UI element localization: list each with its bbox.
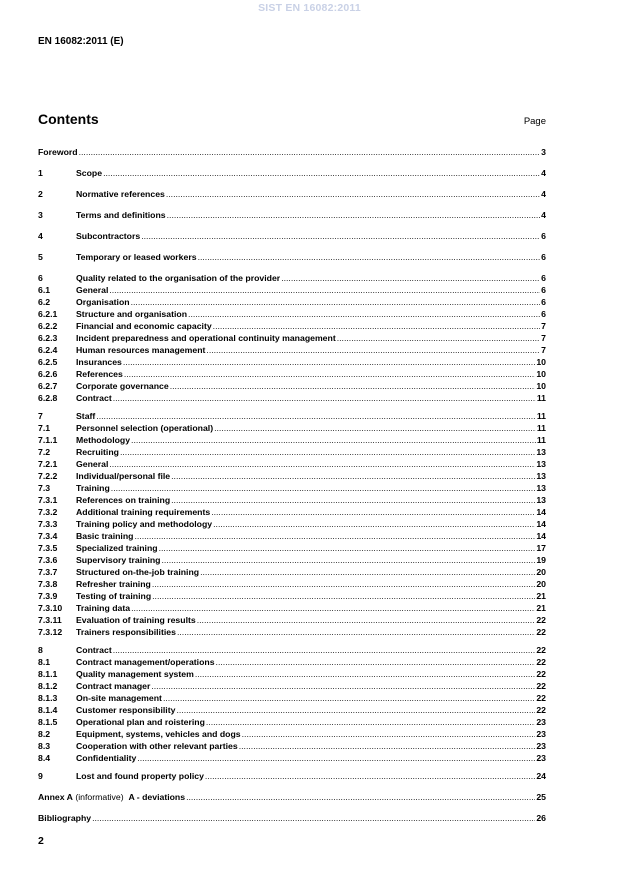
toc-entry[interactable] [38, 380, 546, 392]
toc-entry-number: 7.3.9 [38, 591, 58, 601]
toc-entry-page: 21 [536, 603, 546, 613]
toc-entry-title: Confidentiality [76, 753, 137, 763]
toc-entry-page: 14 [536, 531, 546, 541]
toc-entry-title: Specialized training [76, 543, 158, 553]
dot-leader [177, 626, 535, 638]
dot-leader [205, 770, 535, 782]
toc-entry-page: 6 [541, 231, 546, 241]
toc-entry-title: Contract manager [76, 681, 151, 691]
dot-leader [206, 344, 540, 356]
toc-entry-number: 6.2.5 [38, 357, 58, 367]
toc-entry[interactable] [38, 494, 546, 506]
toc-entry[interactable] [38, 680, 546, 692]
toc-entry-number: 5 [38, 252, 43, 262]
toc-entry-page: 3 [541, 147, 546, 157]
toc-entry-title: Evaluation of training results [76, 615, 196, 625]
toc-entry-page: 6 [541, 297, 546, 307]
toc-entry-number: 7.3.8 [38, 579, 58, 589]
toc-entry-page: 6 [541, 285, 546, 295]
toc-entry-title: Foreword [38, 147, 78, 157]
toc-entry[interactable] [38, 482, 546, 494]
toc-entry-title: Testing of training [76, 591, 152, 601]
dot-leader [137, 752, 535, 764]
toc-entry[interactable] [38, 446, 546, 458]
toc-entry-title: Customer responsibility [76, 705, 176, 715]
dot-leader [198, 251, 541, 263]
toc-entry-title: Refresher training [76, 579, 151, 589]
toc-entry-number: 6.2.1 [38, 309, 58, 319]
toc-entry-page: 24 [536, 771, 546, 781]
toc-entry-title: Basic training [76, 531, 134, 541]
toc-entry-number: 7.3.5 [38, 543, 58, 553]
toc-entry-page: 6 [541, 273, 546, 283]
toc-entry-page: 6 [541, 309, 546, 319]
toc-entry[interactable] [38, 752, 546, 764]
toc-entry[interactable] [38, 626, 546, 638]
toc-entry[interactable] [38, 554, 546, 566]
toc-entry-page: 7 [541, 333, 546, 343]
toc-entry-title: Trainers responsibilities [76, 627, 176, 637]
dot-leader [111, 482, 536, 494]
dot-leader [79, 146, 541, 158]
toc-entry-number: 6.1 [38, 285, 51, 295]
table-of-contents [38, 146, 546, 824]
toc-entry[interactable] [38, 188, 546, 200]
dot-leader [206, 716, 535, 728]
toc-entry-title: Contract management/operations [76, 657, 215, 667]
dot-leader [159, 542, 536, 554]
toc-entry-number: 8.1.4 [38, 705, 58, 715]
toc-entry-page: 10 [536, 357, 546, 367]
toc-entry[interactable] [38, 167, 546, 179]
toc-entry-number: 7.2.2 [38, 471, 58, 481]
dot-leader [152, 590, 535, 602]
dot-leader [103, 167, 540, 179]
toc-entry[interactable] [38, 434, 546, 446]
toc-entry-page: 23 [536, 753, 546, 763]
toc-entry-number: 7.3.12 [38, 627, 63, 637]
toc-entry-page: 22 [536, 615, 546, 625]
dot-leader [134, 530, 535, 542]
toc-entry-page: 22 [536, 657, 546, 667]
dot-leader [166, 188, 540, 200]
dot-leader [131, 434, 536, 446]
toc-entry-title: Financial and economic capacity [76, 321, 212, 331]
toc-entry-number: 6.2.2 [38, 321, 58, 331]
toc-entry-page: 4 [541, 210, 546, 220]
toc-entry-page: 7 [541, 321, 546, 331]
toc-entry-page: 22 [536, 693, 546, 703]
toc-entry-page: 23 [536, 729, 546, 739]
toc-entry-number: 6 [38, 273, 43, 283]
toc-entry[interactable] [38, 308, 546, 320]
dot-leader [176, 704, 535, 716]
toc-entry-page: 10 [536, 369, 546, 379]
page-column-label: Page [523, 116, 546, 127]
toc-entry[interactable] [38, 770, 546, 782]
toc-entry[interactable] [38, 332, 546, 344]
toc-entry-title: Training policy and methodology [76, 519, 213, 529]
toc-entry-number: 7.3.10 [38, 603, 63, 613]
toc-entry-title: Recruiting [76, 447, 119, 457]
toc-entry[interactable] [38, 272, 546, 284]
toc-entry-page: 11 [536, 411, 546, 421]
toc-entry-title: Terms and definitions [76, 210, 166, 220]
toc-entry-number: 7.3 [38, 483, 51, 493]
toc-entry-page: 23 [536, 741, 546, 751]
toc-entry-page: 4 [541, 168, 546, 178]
dot-leader [170, 380, 536, 392]
toc-entry-title: On-site management [76, 693, 162, 703]
toc-entry-title: Lost and found property policy [76, 771, 204, 781]
toc-entry-page: 22 [536, 705, 546, 715]
toc-entry[interactable] [38, 590, 546, 602]
toc-entry[interactable] [38, 251, 546, 263]
dot-leader [337, 332, 540, 344]
toc-entry-page: 26 [536, 813, 546, 823]
toc-entry-number: 8.1 [38, 657, 51, 667]
toc-entry[interactable] [38, 704, 546, 716]
toc-entry[interactable] [38, 422, 546, 434]
toc-entry-title: Incident preparedness and operational continuity management [76, 333, 336, 343]
toc-entry-title: Bibliography [38, 813, 92, 823]
toc-entry-page: 23 [536, 717, 546, 727]
toc-entry-number: 7 [38, 411, 43, 421]
toc-entry-page: 11 [536, 393, 546, 403]
toc-entry-page: 13 [536, 495, 546, 505]
toc-entry-number: 7.3.1 [38, 495, 58, 505]
contents-heading: Contents [38, 111, 99, 127]
toc-entry-title: Training [76, 483, 110, 493]
toc-entry[interactable] [38, 566, 546, 578]
watermark: SIST EN 16082:2011 [258, 2, 361, 14]
dot-leader [109, 284, 540, 296]
toc-entry-number: 7.3.4 [38, 531, 58, 541]
toc-entry-title: Supervisory training [76, 555, 161, 565]
toc-entry-page: 17 [536, 543, 546, 553]
toc-entry-number: 8.3 [38, 741, 51, 751]
toc-entry-page: 6 [541, 252, 546, 262]
toc-entry[interactable] [38, 410, 546, 422]
toc-entry-number: 6.2.4 [38, 345, 58, 355]
toc-entry-title: Operational plan and roistering [76, 717, 205, 727]
page-number: 2 [38, 835, 44, 847]
toc-entry[interactable] [38, 614, 546, 626]
toc-entry-number: 6.2.7 [38, 381, 58, 391]
toc-entry-title: Insurances [76, 357, 122, 367]
toc-entry-number: 7.3.3 [38, 519, 58, 529]
dot-leader [113, 392, 536, 404]
toc-entry-number: 6.2 [38, 297, 51, 307]
toc-entry-title: General [76, 459, 109, 469]
toc-entry-number: 7.1 [38, 423, 51, 433]
toc-entry-page: 11 [536, 423, 546, 433]
dot-leader [161, 554, 535, 566]
toc-entry-page: 13 [536, 471, 546, 481]
dot-leader [214, 422, 536, 434]
toc-entry-page: 20 [536, 579, 546, 589]
dot-leader [171, 470, 535, 482]
toc-entry-title: Additional training requirements [76, 507, 211, 517]
dot-leader [124, 368, 535, 380]
toc-entry[interactable] [38, 458, 546, 470]
toc-entry-number: 7.3.7 [38, 567, 58, 577]
toc-entry-page: 21 [536, 591, 546, 601]
toc-entry-title: Individual/personal file [76, 471, 171, 481]
toc-entry[interactable] [38, 530, 546, 542]
toc-entry-number: 4 [38, 231, 43, 241]
toc-entry-page: 22 [536, 669, 546, 679]
dot-leader [213, 320, 540, 332]
toc-entry-page: 14 [536, 519, 546, 529]
toc-entry-title: Training data [76, 603, 131, 613]
document-id: EN 16082:2011 (E) [38, 36, 124, 47]
toc-entry-page: 22 [536, 627, 546, 637]
toc-entry[interactable] [38, 812, 546, 824]
dot-leader [92, 812, 535, 824]
toc-entry-number: 7.2.1 [38, 459, 58, 469]
toc-entry-page: 22 [536, 645, 546, 655]
dot-leader [113, 644, 536, 656]
toc-entry-title: Cooperation with other relevant parties [76, 741, 238, 751]
toc-entry[interactable] [38, 644, 546, 656]
toc-entry[interactable] [38, 518, 546, 530]
toc-entry-page: 20 [536, 567, 546, 577]
toc-entry-page: 19 [536, 555, 546, 565]
toc-entry-page: 11 [536, 435, 546, 445]
toc-entry-title: Quality management system [76, 669, 194, 679]
toc-entry-number: 8.1.2 [38, 681, 58, 691]
toc-entry-title: Organisation [76, 297, 130, 307]
toc-entry-number: 8.1.1 [38, 669, 58, 679]
toc-entry-number: 8.2 [38, 729, 51, 739]
toc-entry[interactable] [38, 356, 546, 368]
toc-entry-title: Contract [76, 393, 112, 403]
toc-entry-title: Normative references [76, 189, 165, 199]
toc-entry[interactable] [38, 692, 546, 704]
dot-leader [120, 446, 535, 458]
dot-leader [242, 728, 536, 740]
toc-entry-title: Structured on-the-job training [76, 567, 200, 577]
dot-leader [151, 680, 535, 692]
dot-leader [123, 356, 535, 368]
toc-entry[interactable] [38, 740, 546, 752]
toc-entry-number: 1 [38, 168, 43, 178]
dot-leader [195, 668, 536, 680]
toc-entry[interactable] [38, 284, 546, 296]
toc-entry-page: 13 [536, 483, 546, 493]
dot-leader [216, 656, 536, 668]
toc-entry[interactable] [38, 320, 546, 332]
toc-entry-title: Temporary or leased workers [76, 252, 197, 262]
dot-leader [96, 410, 536, 422]
toc-entry-title: Quality related to the organisation of the provider [76, 273, 281, 283]
dot-leader [197, 614, 536, 626]
toc-entry-title: General [76, 285, 109, 295]
toc-entry-number: 7.3.6 [38, 555, 58, 565]
toc-entry[interactable] [38, 344, 546, 356]
dot-leader [211, 506, 535, 518]
dot-leader [141, 230, 540, 242]
toc-entry[interactable] [38, 668, 546, 680]
dot-leader [200, 566, 535, 578]
dot-leader [167, 209, 541, 221]
toc-entry-number: 7.2 [38, 447, 51, 457]
toc-entry-number: 2 [38, 189, 43, 199]
toc-entry[interactable] [38, 791, 546, 803]
toc-entry-page: 4 [541, 189, 546, 199]
toc-entry-number: 8 [38, 645, 43, 655]
toc-entry[interactable] [38, 602, 546, 614]
toc-entry-page: 7 [541, 345, 546, 355]
toc-entry-page: 25 [536, 792, 546, 802]
toc-entry-title: Personnel selection (operational) [76, 423, 214, 433]
dot-leader [131, 602, 535, 614]
toc-entry[interactable] [38, 368, 546, 380]
toc-entry[interactable] [38, 716, 546, 728]
toc-entry-title: References on training [76, 495, 171, 505]
toc-entry-page: 13 [536, 447, 546, 457]
toc-entry-title: Contract [76, 645, 112, 655]
toc-entry-title: Subcontractors [76, 231, 141, 241]
dot-leader [281, 272, 540, 284]
toc-entry[interactable] [38, 506, 546, 518]
toc-entry[interactable] [38, 470, 546, 482]
toc-entry-title: Corporate governance [76, 381, 169, 391]
toc-entry[interactable] [38, 542, 546, 554]
toc-entry[interactable] [38, 209, 546, 221]
toc-entry-title: References [76, 369, 123, 379]
dot-leader [186, 791, 535, 803]
toc-entry-title: Human resources management [76, 345, 206, 355]
toc-entry-number: 7.3.2 [38, 507, 58, 517]
toc-entry-title: Scope [76, 168, 103, 178]
toc-entry-title: Methodology [76, 435, 131, 445]
dot-leader [171, 494, 535, 506]
toc-entry-number: 7.1.1 [38, 435, 58, 445]
toc-entry-page: 22 [536, 681, 546, 691]
toc-entry-number: 8.1.3 [38, 693, 58, 703]
toc-entry-number: 9 [38, 771, 43, 781]
toc-entry-page: 13 [536, 459, 546, 469]
toc-entry-number: 6.2.6 [38, 369, 58, 379]
toc-entry[interactable] [38, 656, 546, 668]
dot-leader [239, 740, 536, 752]
dot-leader [188, 308, 540, 320]
toc-entry-number: 6.2.8 [38, 393, 58, 403]
toc-entry-page: 10 [536, 381, 546, 391]
toc-entry[interactable] [38, 728, 546, 740]
toc-entry-number: 8.4 [38, 753, 51, 763]
toc-entry-title: Staff [76, 411, 96, 421]
dot-leader [163, 692, 535, 704]
dot-leader [131, 296, 541, 308]
toc-entry[interactable] [38, 296, 546, 308]
toc-entry-number: 7.3.11 [38, 615, 62, 625]
toc-entry-page: 14 [536, 507, 546, 517]
dot-leader [213, 518, 535, 530]
toc-entry[interactable] [38, 578, 546, 590]
toc-entry[interactable] [38, 146, 546, 158]
dot-leader [109, 458, 535, 470]
toc-entry[interactable] [38, 392, 546, 404]
toc-entry-title: Equipment, systems, vehicles and dogs [76, 729, 241, 739]
toc-entry-title: Structure and organisation [76, 309, 188, 319]
toc-entry-title: Annex A (informative) A - deviations [38, 792, 186, 802]
toc-entry[interactable] [38, 230, 546, 242]
toc-entry-number: 3 [38, 210, 43, 220]
dot-leader [152, 578, 536, 590]
toc-entry-number: 6.2.3 [38, 333, 58, 343]
toc-entry-number: 8.1.5 [38, 717, 58, 727]
